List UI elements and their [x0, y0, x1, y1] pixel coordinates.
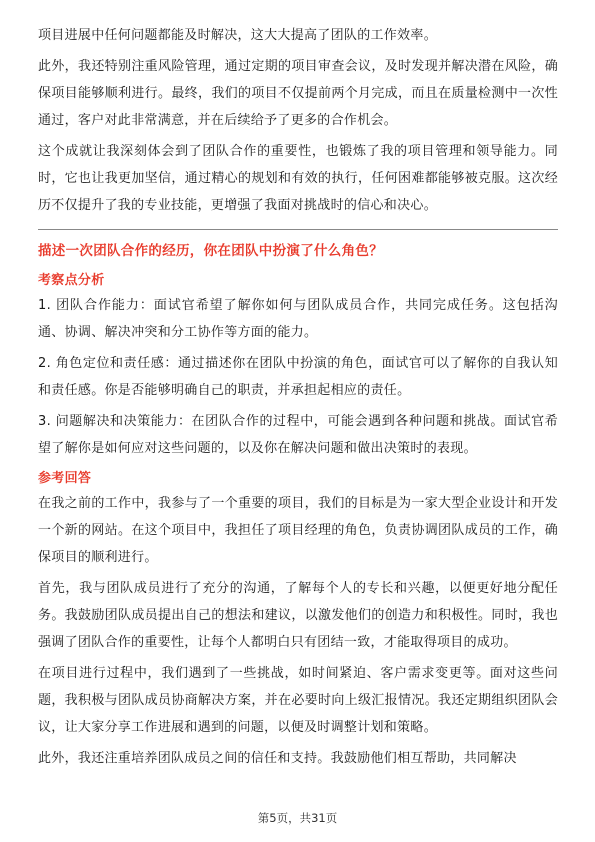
section-divider [38, 229, 558, 230]
page-number: 第5页，共31页 [257, 811, 338, 825]
question-heading: 描述一次团队合作的经历，你在团队中扮演了什么角色？ [38, 243, 383, 259]
page-content [38, 22, 558, 776]
answer-heading: 参考回答 [38, 471, 92, 486]
body-paragraph: 项目进展中任何问题都能及时解决，这大大提高了团队的工作效率。 [38, 28, 438, 43]
analysis-item: 1. 团队合作能力：面试官希望了解你如何与团队成员合作，共同完成任务。这包括沟通、协调、解决冲突和分工协作等方面的能力。 [38, 298, 558, 340]
body-paragraph: 这个成就让我深刻体会到了团队合作的重要性，也锻炼了我的项目管理和领导能力。同时，它也让我更加坚信，通过精心的规划和有效的执行，任何困难都能够被克服。这次经历不仅提升了我的专业技能，更增强了我面对挑战时的信心和决心。 [38, 144, 558, 213]
answer-paragraph: 此外，我还注重培养团队成员之间的信任和支持。我鼓励他们相互帮助，共同解决 [38, 751, 517, 766]
analysis-heading: 考察点分析 [38, 273, 105, 288]
answer-paragraph: 首先，我与团队成员进行了充分的沟通，了解每个人的专长和兴趣，以便更好地分配任务。我鼓励团队成员提出自己的想法和建议，以激发他们的创造力和积极性。同时，我也强调了团队合作的重要性，让每个人都明白只有团结一致，才能取得项目的成功。 [38, 581, 558, 650]
analysis-item: 3. 问题解决和决策能力：在团队合作的过程中，可能会遇到各种问题和挑战。面试官希望了解你是如何应对这些问题的，以及你在解决问题和做出决策时的表现。 [38, 414, 558, 456]
answer-paragraph: 在项目进行过程中，我们遇到了一些挑战，如时间紧迫、客户需求变更等。面对这些问题，我积极与团队成员协商解决方案，并在必要时向上级汇报情况。我还定期组织团队会议，让大家分享工作进展和遇到的问题，以便及时调整计划和策略。 [38, 666, 558, 735]
analysis-item: 2. 角色定位和责任感：通过描述你在团队中扮演的角色，面试官可以了解你的自我认知和责任感。你是否能够明确自己的职责，并承担起相应的责任。 [38, 356, 558, 398]
body-paragraph: 此外，我还特别注重风险管理，通过定期的项目审查会议，及时发现并解决潜在风险，确保项目能够顺利进行。最终，我们的项目不仅提前两个月完成，而且在质量检测中一次性通过，客户对此非常满意，并在后续给予了更多的合作机会。 [38, 59, 558, 128]
answer-paragraph: 在我之前的工作中，我参与了一个重要的项目，我们的目标是为一家大型企业设计和开发一个新的网站。在这个项目中，我担任了项目经理的角色，负责协调团队成员的工作，确保项目的顺利进行。 [38, 496, 558, 565]
